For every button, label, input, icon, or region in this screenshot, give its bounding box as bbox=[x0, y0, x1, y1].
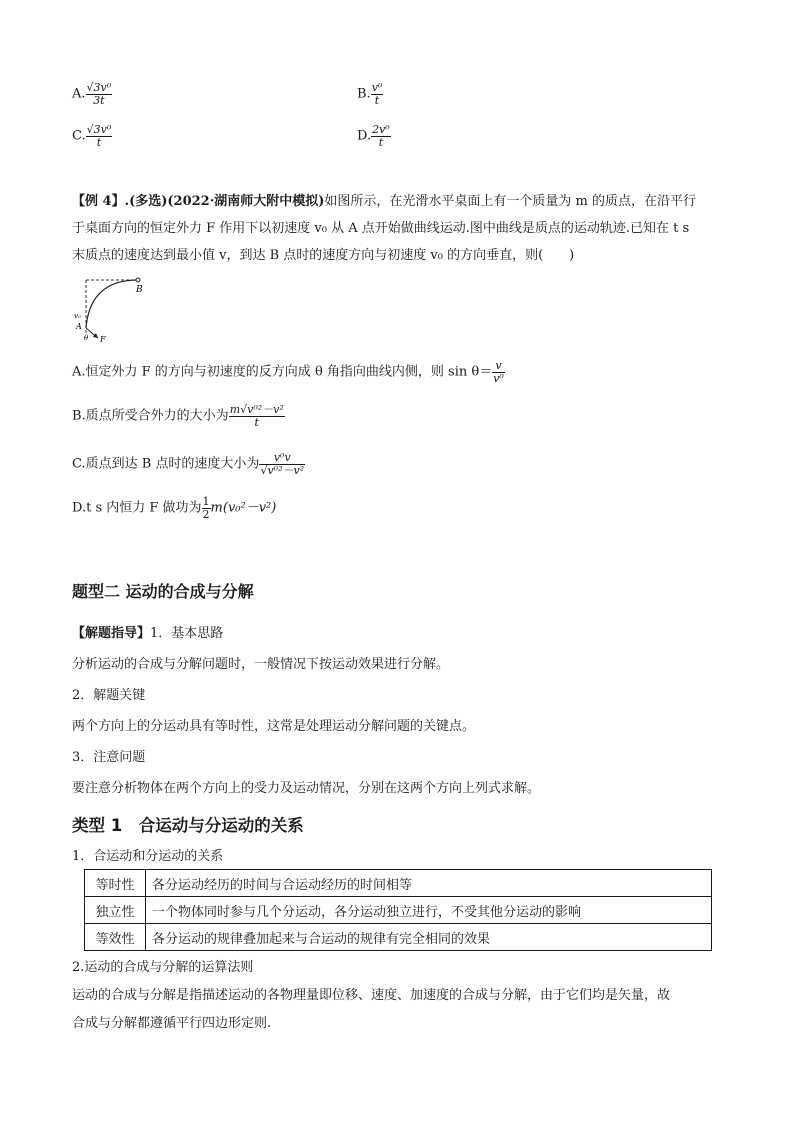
denominator: 3t bbox=[93, 93, 105, 107]
guide-heading bbox=[72, 622, 223, 641]
option-label: A. bbox=[72, 86, 86, 102]
numerator: m√v⁰²－v² bbox=[229, 403, 284, 416]
table-cell-key: 独立性 bbox=[85, 897, 146, 924]
denominator: √v⁰²－v² bbox=[260, 463, 305, 477]
denominator: 2 bbox=[202, 507, 210, 521]
denominator: t bbox=[378, 135, 384, 149]
guide-item-3-text: 要注意分析物体在两个方向上的受力及运动情况，分别在这两个方向上列式求解。 bbox=[72, 781, 541, 796]
table-row bbox=[85, 897, 712, 924]
fraction bbox=[202, 496, 211, 520]
denominator: t bbox=[254, 415, 259, 429]
table-cell-value: 各分运动的规律叠加起来与合运动的规律有完全相同的效果 bbox=[146, 924, 712, 951]
option-text: B.质点所受合外力的大小为 bbox=[72, 408, 229, 424]
section-title: 题型二 运动的合成与分解 bbox=[72, 582, 254, 601]
example4-option-d bbox=[72, 496, 276, 520]
option-text: C.质点到达 B 点时的速度大小为 bbox=[72, 456, 260, 472]
numerator: √3v⁰ bbox=[86, 123, 112, 136]
option-label: D. bbox=[357, 128, 372, 144]
example4-line3: 末质点的速度达到最小值 v，到达 B 点时的速度方向与初速度 v₀ 的方向垂直，则( ) bbox=[72, 248, 575, 263]
table-row bbox=[85, 924, 712, 951]
numerator: v⁰v bbox=[259, 452, 305, 465]
fraction bbox=[492, 360, 505, 384]
table-cell-key: 等时性 bbox=[85, 870, 146, 897]
label-theta: θ bbox=[84, 334, 89, 342]
option-text: A.恒定外力 F 的方向与初速度的反方向成 θ 角指向曲线内侧，则 sin θ＝ bbox=[72, 364, 493, 380]
label-f: F bbox=[100, 335, 106, 344]
label-a: A bbox=[76, 322, 82, 331]
denominator: t bbox=[374, 93, 380, 107]
numerator: 1 bbox=[202, 495, 210, 508]
numerator: v bbox=[492, 360, 505, 373]
guide-item-2-text: 两个方向上的分运动具有等时性，这常是处理运动分解问题的关键点。 bbox=[72, 719, 476, 734]
force-arrowhead bbox=[93, 333, 98, 338]
trajectory-curve bbox=[86, 280, 138, 328]
example4-line1 bbox=[72, 190, 732, 209]
option-d-prev bbox=[357, 124, 391, 148]
type1-subheading-2: 2.运动的合成与分解的运算法则 bbox=[72, 960, 254, 975]
example-tag: 【例 4】.(多选)(2022·湖南师大附中模拟) bbox=[72, 194, 325, 209]
fraction bbox=[86, 82, 113, 106]
guide-item-1-text: 分析运动的合成与分解问题时，一般情况下按运动效果进行分解。 bbox=[72, 657, 450, 672]
type1-subheading-1: 1．合运动和分运动的关系 bbox=[72, 849, 224, 864]
option-c-prev bbox=[72, 124, 112, 148]
fraction bbox=[371, 124, 391, 148]
guide-item-3: 3．注意问题 bbox=[72, 750, 146, 765]
option-tail: m(v₀²－v²) bbox=[210, 500, 277, 516]
option-a-prev bbox=[72, 82, 112, 106]
table-cell-key: 等效性 bbox=[85, 924, 146, 951]
example4-line2: 于桌面方向的恒定外力 F 作用下以初速度 v₀ 从 A 点开始做曲线运动.图中曲线是质点的运动轨迹.已知在 t s bbox=[72, 221, 690, 236]
guide-tag: 【解题指导】 bbox=[72, 626, 151, 641]
type1-title: 类型 1 合运动与分运动的关系 bbox=[72, 816, 304, 835]
numerator: √3v⁰ bbox=[86, 81, 112, 94]
option-text: D.t s 内恒力 F 做功为 bbox=[72, 500, 202, 516]
numerator: v⁰ bbox=[371, 81, 383, 94]
guide-item-2: 2．解题关键 bbox=[72, 688, 146, 703]
fraction bbox=[371, 82, 384, 106]
table-cell-value: 各分运动经历的时间与合运动经历的时间相等 bbox=[146, 870, 712, 897]
example4-option-c bbox=[72, 452, 305, 476]
table-row bbox=[85, 870, 712, 897]
option-label: C. bbox=[72, 128, 86, 144]
numerator: 2v⁰ bbox=[372, 123, 390, 136]
option-label: B. bbox=[357, 86, 371, 102]
fraction bbox=[259, 452, 305, 476]
point-b bbox=[136, 278, 140, 282]
option-b-prev bbox=[357, 82, 383, 106]
example4-option-b bbox=[72, 404, 285, 428]
type1-paragraph-line2: 合成与分解都遵循平行四边形定则. bbox=[72, 1016, 272, 1031]
table-cell-value: 一个物体同时参与几个分运动，各分运动独立进行，不受其他分运动的影响 bbox=[146, 897, 712, 924]
guide-item-1: 1．基本思路 bbox=[150, 626, 224, 641]
fraction bbox=[229, 404, 285, 428]
fraction bbox=[86, 124, 113, 148]
trajectory-figure bbox=[70, 268, 180, 346]
example-text: 如图所示，在光滑水平桌面上有一个质量为 m 的质点，在沿平行 bbox=[324, 194, 697, 209]
relation-table bbox=[84, 869, 712, 951]
label-v0: v₀ bbox=[74, 312, 81, 320]
denominator: t bbox=[96, 135, 102, 149]
example4-option-a bbox=[72, 360, 505, 384]
denominator: v⁰ bbox=[493, 371, 504, 385]
type1-paragraph-line1: 运动的合成与分解是指描述运动的各物理量即位移、速度、加速度的合成与分解，由于它们均是矢量，故 bbox=[72, 988, 671, 1003]
label-b: B bbox=[136, 285, 143, 295]
